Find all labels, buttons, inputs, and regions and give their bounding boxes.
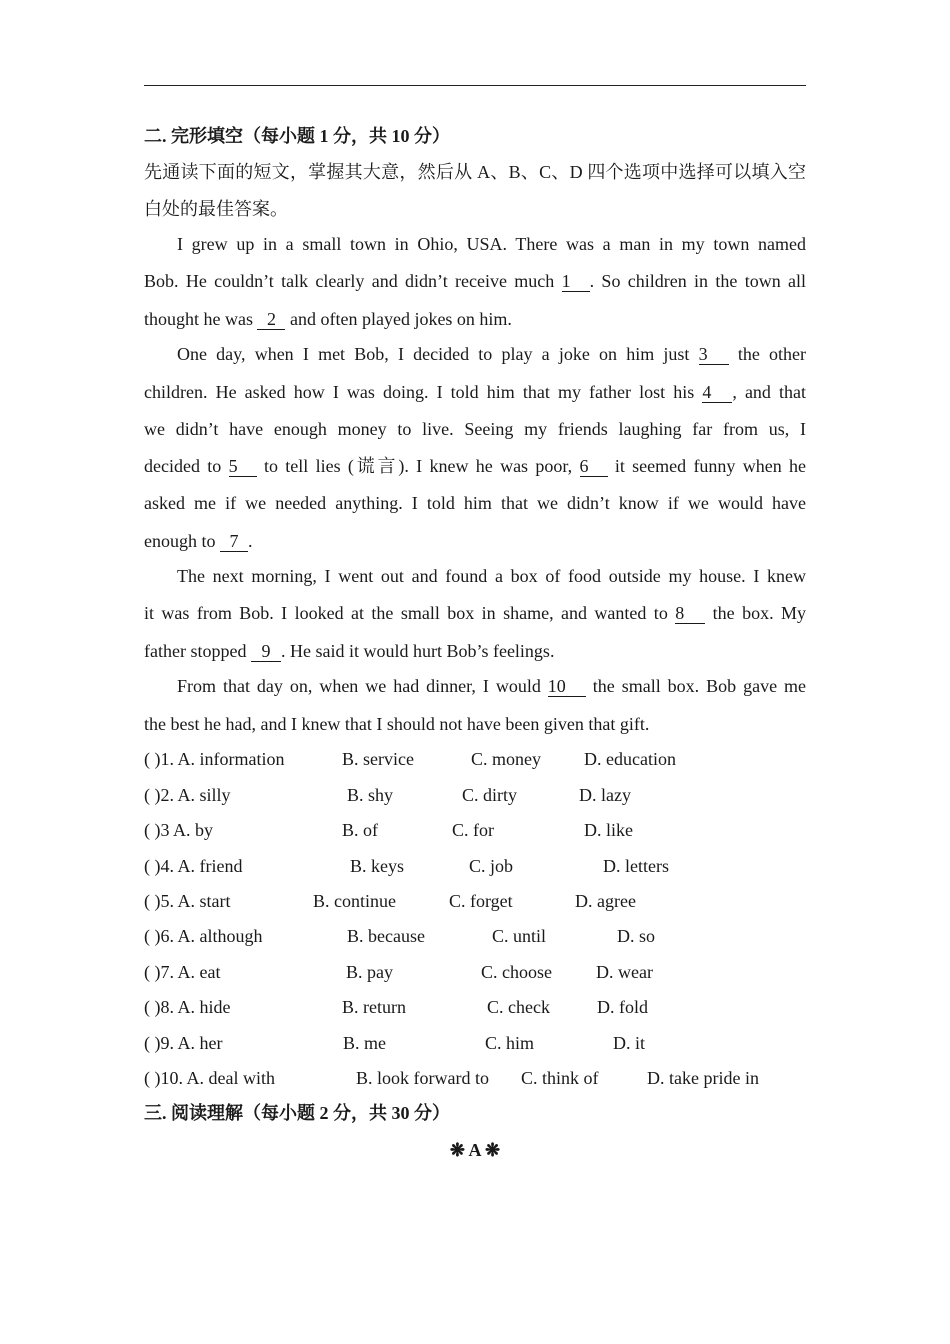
option-d: D. so <box>617 926 656 946</box>
option-a: ( )3 A. by <box>144 820 213 840</box>
section-heading-cloze: 二. 完形填空（每小题 1 分，共 10 分） <box>144 126 450 146</box>
text: children. He asked how I was doing. I told him that my father lost his <box>144 382 695 402</box>
blank-1: 1 <box>562 271 590 292</box>
option-c: C. check <box>487 997 550 1017</box>
option-c: C. forget <box>449 891 513 911</box>
passage-p3-line2 <box>144 601 806 625</box>
instruction-line-1: 先通读下面的短文，掌握其大意，然后从 A、B、C、D 四个选项中选择可以填入空 <box>144 162 806 182</box>
option-b: B. pay <box>346 962 393 982</box>
option-a: ( )10. A. deal with <box>144 1068 275 1088</box>
option-b: B. me <box>343 1033 386 1053</box>
text: One day, when I met Bob, I decided to play a joke on him just <box>177 344 690 364</box>
option-c: C. dirty <box>462 785 518 805</box>
option-c: C. until <box>492 926 547 946</box>
option-c: C. him <box>485 1033 535 1053</box>
option-b: B. of <box>342 820 378 840</box>
option-d: D. agree <box>575 891 636 911</box>
option-c: C. money <box>471 749 541 769</box>
option-d: D. education <box>584 749 676 769</box>
passage-p4-line2: the best he had, and I knew that I should not have been given that gift. <box>144 714 650 734</box>
option-d: D. like <box>584 820 633 840</box>
blank-9: 9 <box>251 641 281 662</box>
text: it seemed funny when he <box>614 456 807 476</box>
text: From that day on, when we had dinner, I would <box>177 676 541 696</box>
option-c: C. choose <box>481 962 552 982</box>
section-heading-reading: 三. 阅读理解（每小题 2 分，共 30 分） <box>144 1103 450 1123</box>
option-c: C. for <box>452 820 494 840</box>
blank-4: 4 <box>702 382 732 403</box>
option-a: ( )6. A. although <box>144 926 263 946</box>
text: Bob. He couldn’t talk clearly and didn’t receive much <box>144 271 555 291</box>
option-d: D. it <box>613 1033 646 1053</box>
passage-p1-line1: I grew up in a small town in Ohio, USA. There was a man in my town named <box>177 234 806 254</box>
text: the other <box>737 344 807 364</box>
option-d: D. wear <box>596 962 653 982</box>
blank-5: 5 <box>229 456 257 477</box>
blank-3: 3 <box>699 344 729 365</box>
text: enough to <box>144 531 216 551</box>
option-a: ( )7. A. eat <box>144 962 221 982</box>
text: the box. My <box>712 603 806 623</box>
option-b: B. service <box>342 749 414 769</box>
option-a: ( )4. A. friend <box>144 856 243 876</box>
header-rule <box>144 85 806 86</box>
reading-subheading-a: ❋ A ❋ <box>449 1140 501 1160</box>
passage-p2-line6 <box>144 529 806 553</box>
text: it was from Bob. I looked at the small box in shame, and wanted to <box>144 603 668 623</box>
text: the small box. Bob gave me <box>592 676 807 696</box>
text: , and that <box>732 382 807 402</box>
text: to tell lies (谎言). I knew he was poor, <box>263 456 573 476</box>
option-a: ( )1. A. information <box>144 749 285 769</box>
option-b: B. look forward to <box>356 1068 489 1088</box>
text: . <box>248 531 253 551</box>
option-d: D. letters <box>603 856 669 876</box>
text: and often played jokes on him. <box>289 309 512 329</box>
passage-p4-line1 <box>144 674 806 698</box>
option-b: B. keys <box>350 856 404 876</box>
instruction-line-2: 白处的最佳答案。 <box>144 199 288 219</box>
passage-p3-line3 <box>144 639 806 663</box>
passage-p1-line3 <box>144 307 806 331</box>
option-a: ( )2. A. silly <box>144 785 231 805</box>
text: father stopped <box>144 641 247 661</box>
option-b: B. continue <box>313 891 396 911</box>
option-a: ( )5. A. start <box>144 891 231 911</box>
passage-p2-line5: asked me if we needed anything. I told him that we didn’t know if we would have <box>144 493 806 513</box>
option-c: C. think of <box>521 1068 599 1088</box>
option-b: B. return <box>342 997 406 1017</box>
option-d: D. take pride in <box>647 1068 759 1088</box>
option-d: D. fold <box>597 997 648 1017</box>
passage-p2-line2 <box>144 380 806 404</box>
blank-8: 8 <box>675 603 705 624</box>
option-c: C. job <box>469 856 514 876</box>
option-a: ( )8. A. hide <box>144 997 231 1017</box>
passage-p1-line2 <box>144 269 806 293</box>
passage-p2-line3: we didn’t have enough money to live. Seeing my friends laughing far from us, I <box>144 419 806 439</box>
option-b: B. because <box>347 926 425 946</box>
option-d: D. lazy <box>579 785 631 805</box>
blank-6: 6 <box>580 456 608 477</box>
text: decided to <box>144 456 222 476</box>
option-b: B. shy <box>347 785 394 805</box>
passage-p3-line1: The next morning, I went out and found a box of food outside my house. I knew <box>177 566 806 586</box>
blank-7: 7 <box>220 531 248 552</box>
blank-2: 2 <box>257 309 285 330</box>
text: . He said it would hurt Bob’s feelings. <box>280 641 555 661</box>
passage-p2-line4 <box>144 454 806 478</box>
passage-p2-line1 <box>144 342 806 366</box>
text: thought he was <box>144 309 253 329</box>
blank-10: 10 <box>548 676 586 697</box>
text: . So children in the town all <box>589 271 807 291</box>
option-a: ( )9. A. her <box>144 1033 223 1053</box>
